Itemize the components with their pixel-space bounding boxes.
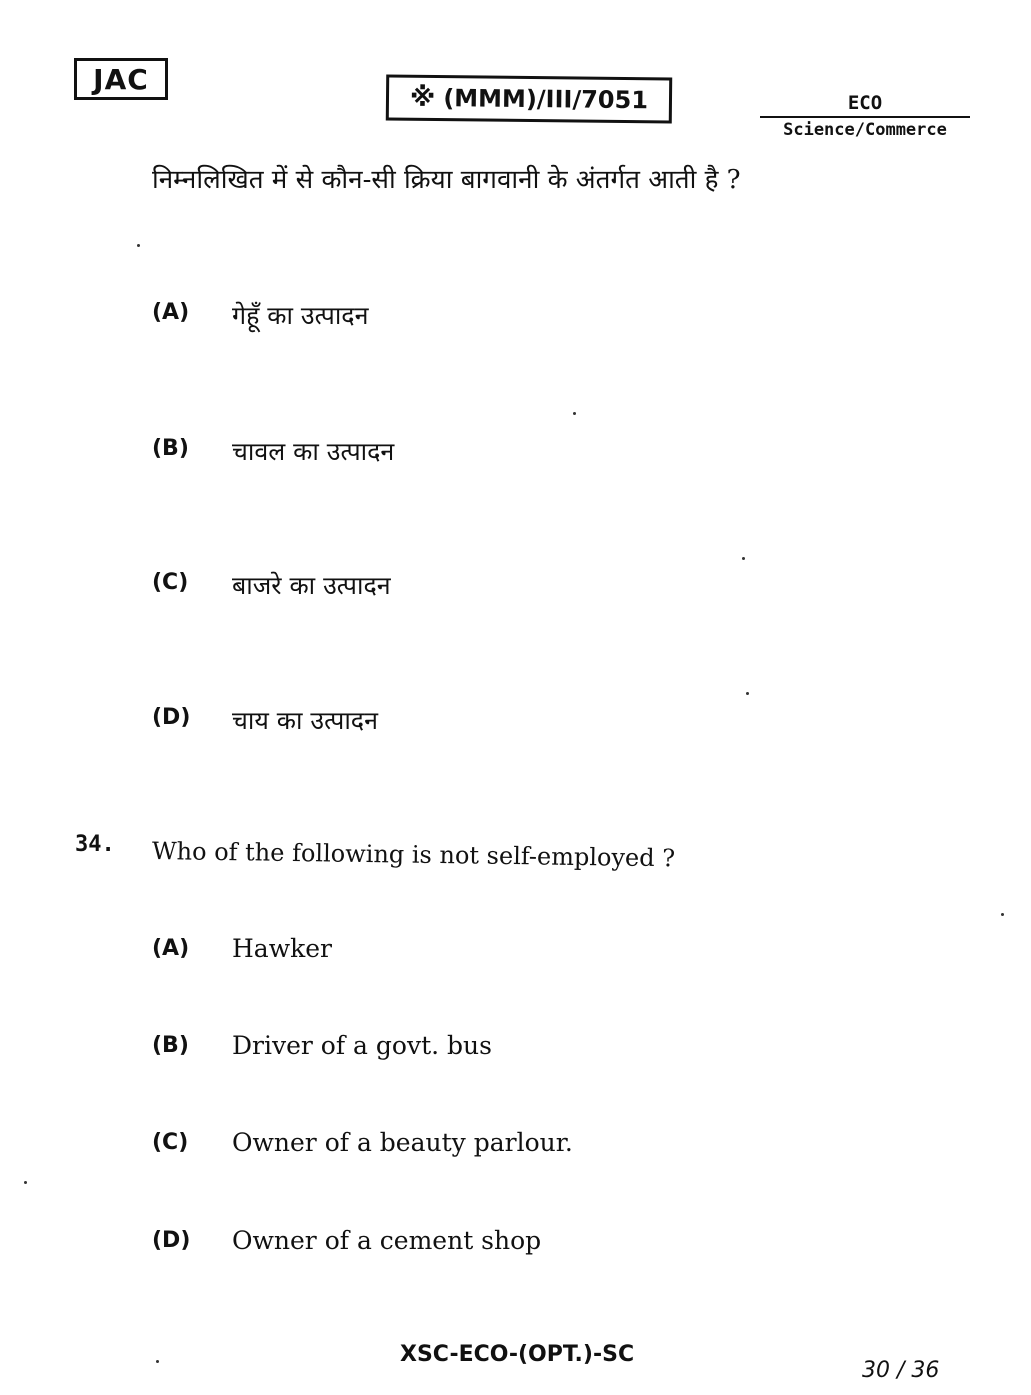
scan-speck <box>137 244 140 247</box>
scan-speck <box>573 412 576 415</box>
paper-code: (MMM)/III/7051 <box>443 84 649 115</box>
stream-label: Science/Commerce <box>783 120 947 140</box>
option-label: (B) <box>152 436 189 461</box>
question-34-text: Who of the following is not self-employed ? <box>151 837 676 873</box>
option-text: बाजरे का उत्पादन <box>232 571 391 600</box>
option-label: (C) <box>152 570 189 595</box>
option-label: (C) <box>152 1130 189 1155</box>
page-number: 30 / 36 <box>862 1358 940 1383</box>
option-text: चावल का उत्पादन <box>232 437 395 466</box>
paper-code-box <box>386 75 672 124</box>
asterism-icon: ※ <box>409 82 436 114</box>
question-34-number: 34. <box>75 832 115 857</box>
scan-speck <box>1001 913 1004 916</box>
scan-speck <box>742 557 745 560</box>
subject-divider <box>760 116 970 118</box>
scan-speck <box>746 692 749 695</box>
option-text: Owner of a beauty parlour. <box>232 1128 573 1157</box>
option-label: (D) <box>152 1228 191 1253</box>
board-label: JAC <box>74 58 168 100</box>
option-text: चाय का उत्पादन <box>232 706 378 735</box>
option-label: (D) <box>152 705 191 730</box>
option-label: (A) <box>152 300 190 325</box>
subject-block <box>760 92 970 140</box>
option-text: Owner of a cement shop <box>232 1226 542 1255</box>
scan-speck <box>24 1181 27 1184</box>
scan-speck <box>156 1360 159 1363</box>
subject-label: ECO <box>847 92 883 114</box>
option-text: Driver of a govt. bus <box>232 1031 492 1060</box>
option-text: गेहूँ का उत्पादन <box>232 301 369 330</box>
question-33-text: निम्नलिखित में से कौन-सी क्रिया बागवानी के अंतर्गत आती है ? <box>152 165 741 195</box>
option-text: Hawker <box>232 934 332 963</box>
footer-code: XSC-ECO-(OPT.)-SC <box>400 1342 635 1367</box>
option-label: (B) <box>152 1033 189 1058</box>
option-label: (A) <box>152 936 190 961</box>
